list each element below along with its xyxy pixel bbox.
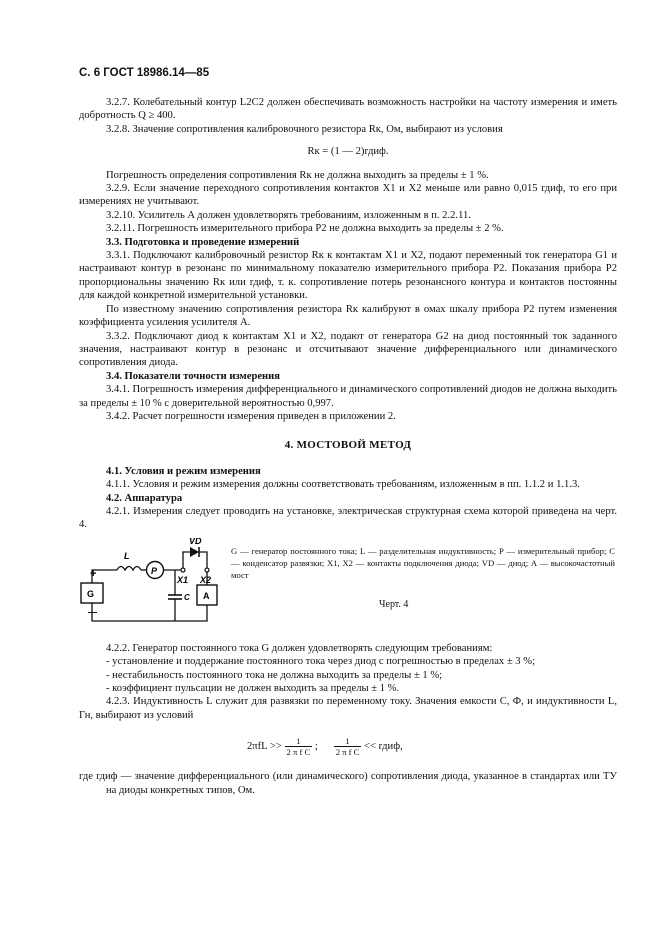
fraction-2 [334,736,362,757]
diode-vd-label: VD [189,537,202,546]
bridge-a-label: A [203,590,210,601]
contact-x1-label: X1 [177,574,189,585]
paragraph-423: 4.2.3. Индуктивность L служит для развязки по переменному току. Значения емкости C, Ф, и индуктивности L, Гн, выбирают из условий [79,696,617,721]
paragraph-error-rk: Погрешность определения сопротивления Rк не должна выходить за пределы ± 1 %. [106,169,489,181]
fraction-1-den: 2 π f C [286,747,311,758]
paragraph-421: 4.2.1. Измерения следует проводить на установке, электрическая структурная схема которой приведена на черт. 4. [79,505,617,531]
paragraph-341: 3.4.1. Погрешность измерения дифференциального и динамического сопротивлений диодов не должна выходить за пределы ± 10 % с доверительной вероятностью 0,997. [79,384,617,409]
formula-right: << rдиф, [364,741,403,753]
subsection-33-title: 3.3. Подготовка и проведение измерений [106,236,300,248]
fraction-2-num: 1 [334,736,362,747]
paragraph-411: 4.1.1. Условия и режим измерения должны соответствовать требованиям, изложенным в пп. 1.1.2 и 1.1.3. [106,479,580,491]
list-item: - нестабильность постоянного тока не должна выходить за пределы ± 1 %; [106,669,443,681]
fraction-1-num: 1 [285,736,313,747]
paragraph-331: 3.3.1. Подключают калибровочный резистор Rк к контактам X1 и X2, подают переменный ток генератора G1 и настраивают контур в резонанс по минимальному показателю измерительного прибора P2. Показания прибора P2 пропорциональны значению Rк или rдиф, т. к. сопротивление потерь резонансного контура и контактов постоянны для каждой конкретной измерительной установки. [79,250,617,302]
subsection-41-title: 4.1. Условия и режим измерения [106,465,261,477]
paragraph-342: 3.4.2. Расчет погрешности измерения приведен в приложении 2. [106,410,396,422]
contact-x2-label: X2 [200,574,212,585]
generator-g-label: G [87,588,95,599]
section-4-title: 4. МОСТОВОЙ МЕТОД [284,439,412,452]
inductor-l-label: L [124,550,130,561]
formula-sep: ; [314,741,318,753]
circuit-diagram [79,538,229,638]
capacitor-c-label: C [184,592,190,602]
figure-4 [79,538,617,638]
fraction-2-den: 2 π f C [335,747,360,758]
paragraph-328: 3.2.8. Значение сопротивления калибровочного резистора Rк, Ом, выбирают из условия [106,123,503,135]
formula-conditions [79,732,617,760]
paragraph-329: 3.2.9. Если значение переходного сопротивления контактов X1 и X2 меньше или равно 0,015 rдиф, то его при измерениях не учитывают. [79,183,617,208]
subsection-42-title: 4.2. Аппаратура [106,492,183,504]
list-item: - коэффициент пульсации не должен выходить за пределы ± 1 %. [106,683,400,694]
paragraph-3211: 3.2.11. Погрешность измерительного прибора P2 не должна выходить за пределы ± 2 %. [106,223,504,235]
figure-legend: G — генератор постоянного тока; L — разделительная индуктивность; P — измерительный прибор; C — конденсатор развязки; X1, X2 — контакты подключения диода; VD — диод; A — высокочастотный мост [231,545,615,580]
requirements-list [79,655,617,695]
inductor-l [117,566,141,570]
page-header: С. 6 ГОСТ 18986.14—85 [79,67,210,79]
formula-rk: Rк = (1 — 2)rдиф. [307,146,389,158]
list-item: - установление и поддержание постоянного тока через диод с погрешностью в пределах ± 3 %; [106,656,536,668]
figure-caption: Черт. 4 [379,598,409,610]
contact-x1 [181,568,185,572]
contact-x2 [205,568,209,572]
minus-sign: — [88,606,97,617]
diode-vd [190,547,199,557]
meter-p-label: P [151,565,158,576]
page-content [79,96,617,797]
footnote-rdif: где rдиф — значение дифференциального (или динамического) сопротивления диода, указанное в стандартах или ТУ на диоды конкретных типов, Ом. [79,771,617,796]
paragraph-calibrate: По известному значению сопротивления резистора Rк калибруют в омах шкалу прибора P2 путем изменения коэффициента усиления усилителя A. [79,303,617,329]
paragraph-327: 3.2.7. Колебательный контур L2C2 должен обеспечивать возможность настройки на частоту измерения и иметь добротность Q ≥ 400. [79,97,617,122]
paragraph-332: 3.3.2. Подключают диод к контактам X1 и X2, подают от генератора G2 на диод постоянный ток заданного значения, настраивают контур в резонанс и отсчитывают значение дифференциального или динамического сопротивления диода. [79,330,617,369]
subsection-34-title: 3.4. Показатели точности измерения [106,370,280,382]
plus-sign: + [90,567,97,580]
fraction-1 [285,736,313,757]
formula-left: 2πfL >> [247,741,282,753]
paragraph-422: 4.2.2. Генератор постоянного тока G должен удовлетворять следующим требованиям: [106,642,493,654]
paragraph-3210: 3.2.10. Усилитель A должен удовлетворять требованиям, изложенным в п. 2.2.11. [106,209,471,221]
